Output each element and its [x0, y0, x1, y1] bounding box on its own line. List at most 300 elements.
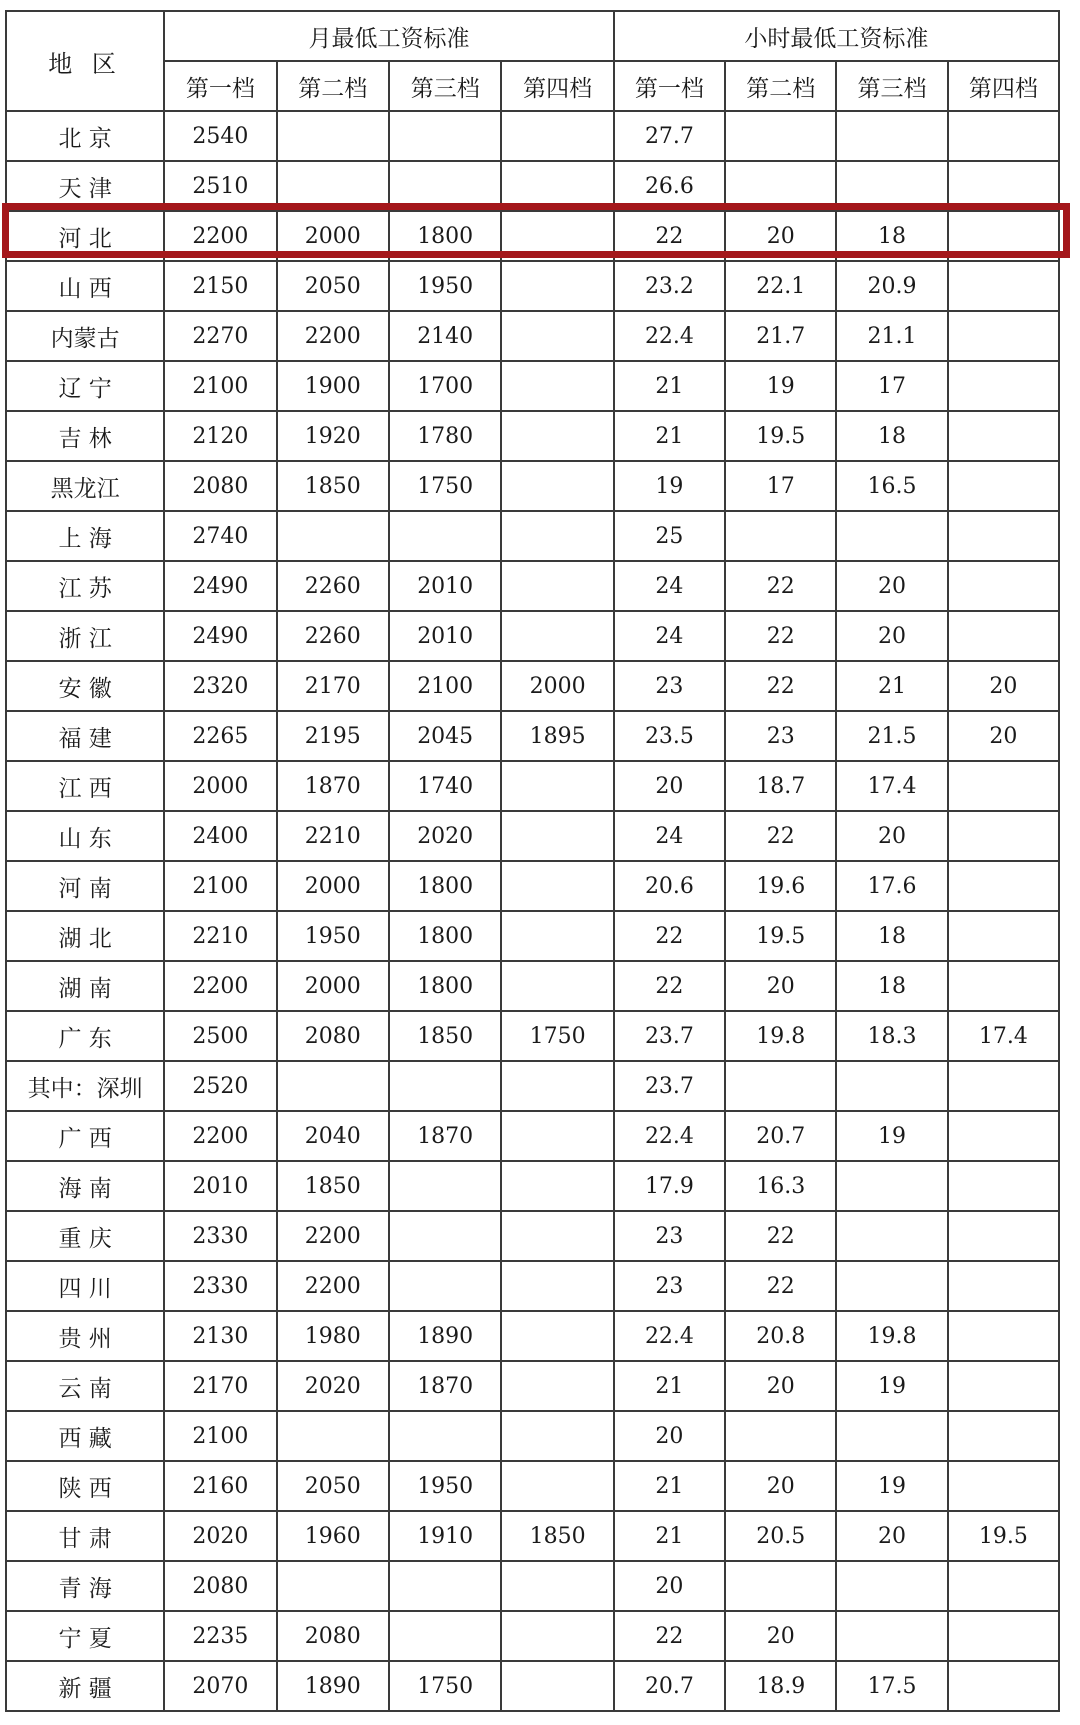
monthly-tier-4-cell: [501, 1661, 613, 1711]
monthly-tier-3-cell: 1750: [389, 1661, 501, 1711]
monthly-tier-3-cell: 2045: [389, 711, 501, 761]
hourly-tier-1-cell: 24: [614, 561, 725, 611]
monthly-tier-3-cell: 2010: [389, 611, 501, 661]
monthly-tier-1-cell: 2160: [164, 1461, 276, 1511]
monthly-tier-1-cell: 2400: [164, 811, 276, 861]
monthly-tier-3-cell: 1740: [389, 761, 501, 811]
monthly-tier-4-cell: [501, 311, 613, 361]
hourly-tier-4-cell: [948, 761, 1059, 811]
hourly-tier-1-cell: 21: [614, 361, 725, 411]
monthly-tier-1-cell: 2080: [164, 461, 276, 511]
table-row: [6, 211, 1059, 261]
monthly-tier-4-cell: [501, 1361, 613, 1411]
region-cell: 福 建: [6, 711, 164, 761]
monthly-tier-3-cell: 1950: [389, 261, 501, 311]
monthly-tier-3-cell: 1800: [389, 961, 501, 1011]
region-cell: 浙 江: [6, 611, 164, 661]
hourly-tier-4-cell: [948, 611, 1059, 661]
monthly-tier-3-cell: [389, 161, 501, 211]
monthly-tier-4-cell: 1895: [501, 711, 613, 761]
hourly-tier-1-cell: 20.7: [614, 1661, 725, 1711]
table-row: [6, 311, 1059, 361]
monthly-tier-2-cell: 2200: [277, 1261, 389, 1311]
header-row-tiers: [6, 61, 1059, 111]
monthly-tier-2-cell: [277, 1561, 389, 1611]
table-row: [6, 1261, 1059, 1311]
table-row: [6, 261, 1059, 311]
hourly-tier-3-cell: [836, 1211, 947, 1261]
monthly-tier-2-cell: 2020: [277, 1361, 389, 1411]
monthly-tier-2-cell: 2170: [277, 661, 389, 711]
monthly-tier-4-cell: [501, 761, 613, 811]
region-cell: 北 京: [6, 111, 164, 161]
monthly-tier-4-cell: [501, 911, 613, 961]
monthly-tier-1-cell: 2130: [164, 1311, 276, 1361]
monthly-tier-2-cell: 2200: [277, 311, 389, 361]
monthly-tier-4-cell: [501, 161, 613, 211]
region-cell: 山 西: [6, 261, 164, 311]
monthly-tier-4-cell: 1850: [501, 1511, 613, 1561]
monthly-tier-3-cell: [389, 511, 501, 561]
hourly-tier-2-cell: [725, 1061, 836, 1111]
monthly-tier-4-cell: [501, 1461, 613, 1511]
region-cell: 新 疆: [6, 1661, 164, 1711]
hourly-tier-1-cell: 17.9: [614, 1161, 725, 1211]
hourly-tier-1-cell: 19: [614, 461, 725, 511]
monthly-tier-1-cell: 2200: [164, 211, 276, 261]
table-row: [6, 161, 1059, 211]
monthly-tier-4-cell: [501, 1561, 613, 1611]
hourly-tier-4-cell: [948, 211, 1059, 261]
monthly-tier-2-cell: 1850: [277, 1161, 389, 1211]
hourly-tier-4-header: 第四档: [948, 61, 1059, 111]
monthly-tier-2-cell: 2260: [277, 611, 389, 661]
monthly-tier-4-cell: [501, 1261, 613, 1311]
region-cell: 广 东: [6, 1011, 164, 1061]
hourly-tier-1-cell: 22: [614, 211, 725, 261]
monthly-tier-3-cell: 1750: [389, 461, 501, 511]
region-cell: 内蒙古: [6, 311, 164, 361]
hourly-tier-3-cell: [836, 1561, 947, 1611]
hourly-tier-1-cell: 23.7: [614, 1011, 725, 1061]
hourly-tier-3-cell: 19: [836, 1361, 947, 1411]
monthly-tier-2-cell: 2000: [277, 211, 389, 261]
region-cell: 黑龙江: [6, 461, 164, 511]
hourly-tier-3-cell: 16.5: [836, 461, 947, 511]
wage-table-container: [5, 10, 1060, 1712]
region-cell: 江 西: [6, 761, 164, 811]
hourly-tier-3-cell: [836, 1161, 947, 1211]
monthly-tier-1-cell: 2200: [164, 961, 276, 1011]
region-cell: 贵 州: [6, 1311, 164, 1361]
hourly-tier-4-cell: [948, 1261, 1059, 1311]
table-row: [6, 1561, 1059, 1611]
monthly-tier-1-cell: 2270: [164, 311, 276, 361]
hourly-tier-3-cell: 20: [836, 811, 947, 861]
hourly-tier-2-cell: 19.5: [725, 911, 836, 961]
hourly-tier-2-cell: [725, 1411, 836, 1461]
monthly-tier-3-cell: 1890: [389, 1311, 501, 1361]
hourly-tier-2-cell: 20: [725, 1461, 836, 1511]
monthly-tier-1-header: 第一档: [164, 61, 276, 111]
monthly-tier-2-cell: [277, 1061, 389, 1111]
monthly-tier-3-cell: 1800: [389, 911, 501, 961]
table-row: [6, 861, 1059, 911]
table-row: [6, 1011, 1059, 1061]
hourly-tier-4-cell: [948, 911, 1059, 961]
hourly-tier-4-cell: [948, 1361, 1059, 1411]
hourly-tier-3-cell: [836, 111, 947, 161]
monthly-tier-1-cell: 2540: [164, 111, 276, 161]
region-cell: 青 海: [6, 1561, 164, 1611]
monthly-tier-1-cell: 2020: [164, 1511, 276, 1561]
hourly-tier-4-cell: [948, 1061, 1059, 1111]
region-header: 地 区: [6, 11, 164, 111]
table-row: [6, 1361, 1059, 1411]
monthly-tier-3-cell: [389, 1261, 501, 1311]
region-cell: 江 苏: [6, 561, 164, 611]
table-row: [6, 111, 1059, 161]
hourly-tier-1-cell: 21: [614, 1361, 725, 1411]
monthly-tier-2-cell: 1890: [277, 1661, 389, 1711]
monthly-tier-3-cell: 1800: [389, 211, 501, 261]
region-cell: 云 南: [6, 1361, 164, 1411]
monthly-tier-4-cell: [501, 1111, 613, 1161]
monthly-tier-3-cell: 1950: [389, 1461, 501, 1511]
hourly-tier-2-cell: 22: [725, 1211, 836, 1261]
hourly-tier-3-cell: [836, 1611, 947, 1661]
hourly-tier-1-cell: 20: [614, 1561, 725, 1611]
hourly-tier-3-cell: 21: [836, 661, 947, 711]
monthly-tier-4-cell: [501, 1211, 613, 1261]
hourly-tier-4-cell: 20: [948, 711, 1059, 761]
table-row: [6, 561, 1059, 611]
monthly-tier-4-cell: [501, 1061, 613, 1111]
hourly-tier-3-cell: 18: [836, 411, 947, 461]
hourly-tier-3-cell: 17.5: [836, 1661, 947, 1711]
table-row: [6, 961, 1059, 1011]
hourly-tier-3-cell: 18: [836, 961, 947, 1011]
region-cell: 宁 夏: [6, 1611, 164, 1661]
hourly-tier-4-cell: [948, 1561, 1059, 1611]
table-row: [6, 1661, 1059, 1711]
monthly-tier-1-cell: 2320: [164, 661, 276, 711]
hourly-tier-4-cell: [948, 1411, 1059, 1461]
monthly-tier-1-cell: 2070: [164, 1661, 276, 1711]
table-row: [6, 411, 1059, 461]
monthly-tier-1-cell: 2265: [164, 711, 276, 761]
hourly-tier-4-cell: [948, 311, 1059, 361]
monthly-tier-2-cell: 2000: [277, 861, 389, 911]
monthly-tier-2-cell: 1960: [277, 1511, 389, 1561]
monthly-tier-2-cell: 2260: [277, 561, 389, 611]
table-row: [6, 1211, 1059, 1261]
monthly-tier-2-cell: 2210: [277, 811, 389, 861]
monthly-tier-3-cell: [389, 1561, 501, 1611]
region-cell: 吉 林: [6, 411, 164, 461]
table-row: [6, 911, 1059, 961]
hourly-tier-3-cell: 19: [836, 1111, 947, 1161]
hourly-tier-4-cell: [948, 861, 1059, 911]
monthly-tier-4-cell: [501, 111, 613, 161]
monthly-tier-4-cell: [501, 861, 613, 911]
region-cell: 四 川: [6, 1261, 164, 1311]
hourly-tier-4-cell: 17.4: [948, 1011, 1059, 1061]
monthly-tier-1-cell: 2100: [164, 861, 276, 911]
monthly-tier-4-header: 第四档: [501, 61, 613, 111]
region-cell: 辽 宁: [6, 361, 164, 411]
table-row: [6, 711, 1059, 761]
hourly-tier-1-cell: 21: [614, 1511, 725, 1561]
monthly-tier-4-cell: [501, 211, 613, 261]
hourly-tier-3-cell: 18: [836, 211, 947, 261]
hourly-tier-3-header: 第三档: [836, 61, 947, 111]
hourly-tier-1-cell: 20: [614, 761, 725, 811]
hourly-tier-3-cell: 20: [836, 1511, 947, 1561]
monthly-tier-2-cell: 1850: [277, 461, 389, 511]
hourly-tier-3-cell: 17.4: [836, 761, 947, 811]
hourly-tier-2-cell: 19.6: [725, 861, 836, 911]
hourly-tier-2-cell: 22: [725, 611, 836, 661]
monthly-tier-4-cell: [501, 511, 613, 561]
hourly-tier-1-cell: 22: [614, 961, 725, 1011]
monthly-tier-2-cell: 2040: [277, 1111, 389, 1161]
region-cell: 湖 南: [6, 961, 164, 1011]
hourly-tier-2-cell: 19: [725, 361, 836, 411]
table-row: [6, 361, 1059, 411]
hourly-tier-3-cell: 21.1: [836, 311, 947, 361]
hourly-tier-4-cell: [948, 261, 1059, 311]
hourly-tier-1-cell: 25: [614, 511, 725, 561]
monthly-tier-3-cell: [389, 1611, 501, 1661]
hourly-tier-2-cell: [725, 111, 836, 161]
table-row: [6, 511, 1059, 561]
hourly-tier-3-cell: 21.5: [836, 711, 947, 761]
table-row: [6, 1161, 1059, 1211]
monthly-tier-3-cell: 1870: [389, 1111, 501, 1161]
hourly-tier-4-cell: [948, 511, 1059, 561]
monthly-tier-1-cell: 2000: [164, 761, 276, 811]
monthly-tier-4-cell: [501, 361, 613, 411]
region-cell: 陕 西: [6, 1461, 164, 1511]
monthly-tier-3-cell: 1780: [389, 411, 501, 461]
hourly-tier-2-cell: 22.1: [725, 261, 836, 311]
hourly-tier-1-cell: 20: [614, 1411, 725, 1461]
monthly-tier-2-cell: 1920: [277, 411, 389, 461]
table-row: [6, 1311, 1059, 1361]
monthly-tier-2-cell: [277, 1411, 389, 1461]
hourly-tier-2-cell: 20: [725, 1611, 836, 1661]
hourly-tier-3-cell: 20: [836, 561, 947, 611]
hourly-tier-3-cell: [836, 511, 947, 561]
table-row: [6, 1111, 1059, 1161]
hourly-tier-2-cell: [725, 511, 836, 561]
monthly-tier-4-cell: [501, 261, 613, 311]
table-row: [6, 811, 1059, 861]
region-cell: 湖 北: [6, 911, 164, 961]
hourly-tier-1-cell: 23: [614, 1211, 725, 1261]
region-cell: 上 海: [6, 511, 164, 561]
monthly-tier-2-cell: 1870: [277, 761, 389, 811]
region-cell: 河 北: [6, 211, 164, 261]
hourly-tier-4-cell: [948, 1311, 1059, 1361]
monthly-tier-1-cell: 2330: [164, 1211, 276, 1261]
monthly-tier-1-cell: 2120: [164, 411, 276, 461]
hourly-tier-3-cell: 19: [836, 1461, 947, 1511]
monthly-tier-1-cell: 2210: [164, 911, 276, 961]
hourly-tier-4-cell: [948, 111, 1059, 161]
monthly-tier-3-cell: [389, 1211, 501, 1261]
monthly-tier-2-cell: 2050: [277, 261, 389, 311]
hourly-tier-1-cell: 23: [614, 1261, 725, 1311]
hourly-tier-3-cell: 20.9: [836, 261, 947, 311]
hourly-tier-3-cell: 17.6: [836, 861, 947, 911]
monthly-tier-1-cell: 2100: [164, 1411, 276, 1461]
monthly-tier-2-cell: [277, 161, 389, 211]
monthly-tier-3-cell: 2100: [389, 661, 501, 711]
hourly-tier-4-cell: [948, 1111, 1059, 1161]
monthly-tier-2-cell: 2080: [277, 1611, 389, 1661]
hourly-wage-group-header: 小时最低工资标准: [614, 11, 1059, 61]
monthly-tier-1-cell: 2235: [164, 1611, 276, 1661]
monthly-tier-3-header: 第三档: [389, 61, 501, 111]
hourly-tier-2-cell: 20: [725, 1361, 836, 1411]
monthly-tier-4-cell: 1750: [501, 1011, 613, 1061]
region-cell: 其中：深圳: [6, 1061, 164, 1111]
monthly-tier-1-cell: 2080: [164, 1561, 276, 1611]
hourly-tier-2-cell: 22: [725, 811, 836, 861]
hourly-tier-2-cell: 18.7: [725, 761, 836, 811]
monthly-tier-2-cell: [277, 111, 389, 161]
monthly-tier-2-cell: 2195: [277, 711, 389, 761]
hourly-tier-3-cell: 20: [836, 611, 947, 661]
monthly-tier-2-cell: 2200: [277, 1211, 389, 1261]
hourly-tier-1-cell: 23.2: [614, 261, 725, 311]
hourly-tier-1-cell: 24: [614, 611, 725, 661]
hourly-tier-2-cell: 20: [725, 211, 836, 261]
monthly-tier-2-cell: 1980: [277, 1311, 389, 1361]
monthly-tier-4-cell: [501, 1311, 613, 1361]
monthly-tier-3-cell: [389, 1161, 501, 1211]
monthly-tier-4-cell: [501, 1161, 613, 1211]
region-cell: 天 津: [6, 161, 164, 211]
hourly-tier-2-cell: 22: [725, 661, 836, 711]
hourly-tier-1-cell: 22.4: [614, 1311, 725, 1361]
hourly-tier-2-cell: 23: [725, 711, 836, 761]
monthly-tier-3-cell: 2020: [389, 811, 501, 861]
hourly-tier-1-cell: 23.7: [614, 1061, 725, 1111]
table-row: [6, 761, 1059, 811]
monthly-tier-1-cell: 2200: [164, 1111, 276, 1161]
region-cell: 海 南: [6, 1161, 164, 1211]
monthly-tier-1-cell: 2520: [164, 1061, 276, 1111]
hourly-tier-1-cell: 27.7: [614, 111, 725, 161]
monthly-tier-4-cell: [501, 1611, 613, 1661]
monthly-tier-1-cell: 2150: [164, 261, 276, 311]
monthly-tier-3-cell: 1800: [389, 861, 501, 911]
minimum-wage-table: [5, 10, 1060, 1712]
monthly-tier-1-cell: 2510: [164, 161, 276, 211]
hourly-tier-2-header: 第二档: [725, 61, 836, 111]
hourly-tier-2-cell: 21.7: [725, 311, 836, 361]
monthly-tier-1-cell: 2490: [164, 561, 276, 611]
hourly-tier-1-header: 第一档: [614, 61, 725, 111]
monthly-tier-1-cell: 2500: [164, 1011, 276, 1061]
hourly-tier-3-cell: [836, 1411, 947, 1461]
hourly-tier-4-cell: [948, 161, 1059, 211]
monthly-tier-2-cell: [277, 511, 389, 561]
hourly-tier-1-cell: 23: [614, 661, 725, 711]
hourly-tier-2-cell: 19.8: [725, 1011, 836, 1061]
table-row: [6, 1061, 1059, 1111]
monthly-tier-2-cell: 2080: [277, 1011, 389, 1061]
table-row: [6, 1411, 1059, 1461]
monthly-tier-4-cell: 2000: [501, 661, 613, 711]
table-row: [6, 1461, 1059, 1511]
hourly-tier-1-cell: 22: [614, 911, 725, 961]
hourly-tier-4-cell: [948, 461, 1059, 511]
hourly-tier-1-cell: 22.4: [614, 311, 725, 361]
region-cell: 重 庆: [6, 1211, 164, 1261]
hourly-tier-4-cell: 20: [948, 661, 1059, 711]
table-row: [6, 1611, 1059, 1661]
monthly-tier-4-cell: [501, 411, 613, 461]
hourly-tier-1-cell: 21: [614, 411, 725, 461]
hourly-tier-2-cell: 20: [725, 961, 836, 1011]
region-cell: 安 徽: [6, 661, 164, 711]
monthly-tier-3-cell: 1700: [389, 361, 501, 411]
monthly-tier-2-cell: 2000: [277, 961, 389, 1011]
hourly-tier-2-cell: 18.9: [725, 1661, 836, 1711]
hourly-tier-2-cell: 16.3: [725, 1161, 836, 1211]
hourly-tier-4-cell: [948, 961, 1059, 1011]
hourly-tier-4-cell: [948, 361, 1059, 411]
hourly-tier-1-cell: 23.5: [614, 711, 725, 761]
table-row: [6, 611, 1059, 661]
hourly-tier-3-cell: [836, 1261, 947, 1311]
monthly-tier-1-cell: 2100: [164, 361, 276, 411]
hourly-tier-4-cell: [948, 561, 1059, 611]
region-cell: 河 南: [6, 861, 164, 911]
hourly-tier-1-cell: 20.6: [614, 861, 725, 911]
hourly-tier-2-cell: 20.7: [725, 1111, 836, 1161]
header-row-groups: [6, 11, 1059, 61]
hourly-tier-2-cell: 17: [725, 461, 836, 511]
monthly-tier-1-cell: 2010: [164, 1161, 276, 1211]
hourly-tier-4-cell: [948, 811, 1059, 861]
monthly-tier-1-cell: 2170: [164, 1361, 276, 1411]
region-cell: 西 藏: [6, 1411, 164, 1461]
monthly-tier-2-header: 第二档: [277, 61, 389, 111]
monthly-tier-3-cell: [389, 1061, 501, 1111]
monthly-tier-2-cell: 1900: [277, 361, 389, 411]
monthly-tier-3-cell: [389, 1411, 501, 1461]
monthly-tier-4-cell: [501, 811, 613, 861]
monthly-tier-3-cell: 1870: [389, 1361, 501, 1411]
hourly-tier-4-cell: [948, 1161, 1059, 1211]
hourly-tier-4-cell: 19.5: [948, 1511, 1059, 1561]
table-row: [6, 1511, 1059, 1561]
hourly-tier-3-cell: [836, 1061, 947, 1111]
table-row: [6, 661, 1059, 711]
region-cell: 甘 肃: [6, 1511, 164, 1561]
hourly-tier-2-cell: 22: [725, 561, 836, 611]
hourly-tier-4-cell: [948, 1611, 1059, 1661]
hourly-tier-4-cell: [948, 411, 1059, 461]
hourly-tier-1-cell: 24: [614, 811, 725, 861]
monthly-tier-1-cell: 2330: [164, 1261, 276, 1311]
monthly-tier-3-cell: 2010: [389, 561, 501, 611]
